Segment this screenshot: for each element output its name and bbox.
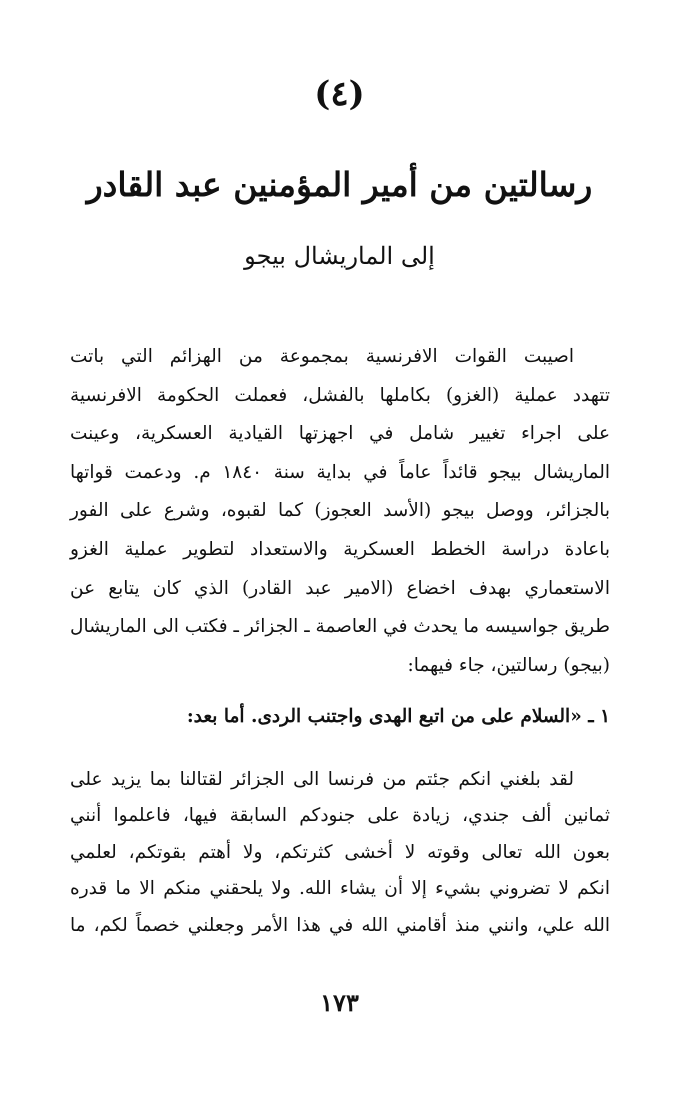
- letter-heading: ١ ـ «السلام على من اتبع الهدى واجتنب الردى. أما بعد:: [186, 706, 610, 727]
- page-subtitle: إلى الماريشال بيجو: [244, 242, 435, 270]
- paragraph-line: بعون الله تعالى وقوته لا أخشى كثرتكم، ولا أهتم بقوتكم، لعلمي: [70, 841, 610, 863]
- chapter-number: (٤): [314, 74, 365, 114]
- paragraph-line: على اجراء تغيير شامل في اجهزتها القيادية العسكرية، وعينت: [70, 423, 610, 445]
- paragraph-line: تتهدد عملية (الغزو) بكاملها بالفشل، فعملت الحكومة الافرنسية: [70, 384, 610, 406]
- page-number: ١٧٣: [320, 988, 359, 1017]
- paragraph-line: الاستعماري بهدف اخضاع (الامير عبد القادر) الذي كان يتابع عن: [70, 577, 610, 599]
- paragraph-line: طريق جواسيسه ما يحدث في العاصمة ـ الجزائر ـ فكتب الى الماريشال: [70, 616, 610, 638]
- paragraph-line: لقد بلغني انكم جئتم من فرنسا الى الجزائر لقتالنا بما يزيد على: [70, 769, 574, 790]
- page-title: رسالتين من أمير المؤمنين عبد القادر: [86, 165, 593, 204]
- intro-paragraph: [70, 338, 610, 685]
- paragraph-line: الله علي، وانني منذ أقامني الله في هذا الأمر وجعلني خصماً لكم، ما: [70, 914, 610, 936]
- paragraph-line: باعادة دراسة الخطط العسكرية والاستعداد لتطوير عملية الغزو: [70, 538, 610, 560]
- paragraph-line: انكم لا تضروني بشيء إلا أن يشاء الله. ولا يلحقني منكم الا ما قدره: [70, 878, 610, 900]
- paragraph-line: الماريشال بيجو قائداً عاماً في بداية سنة ١٨٤٠ م. ودعمت قواتها: [70, 461, 611, 483]
- paragraph-line: بالجزائر، ووصل بيجو (الأسد العجوز) كما لقبوه، وشرع على الفور: [70, 500, 610, 522]
- letter-paragraph: [70, 762, 610, 944]
- paragraph-line: (بيجو) رسالتين، جاء فيهما:: [407, 654, 610, 676]
- paragraph-line: ثمانين ألف جندي، زيادة على جنودكم السابقة فيها، فاعلموا أنني: [70, 805, 610, 827]
- paragraph-line: اصيبت القوات الافرنسية بمجموعة من الهزائم التي باتت: [70, 346, 574, 367]
